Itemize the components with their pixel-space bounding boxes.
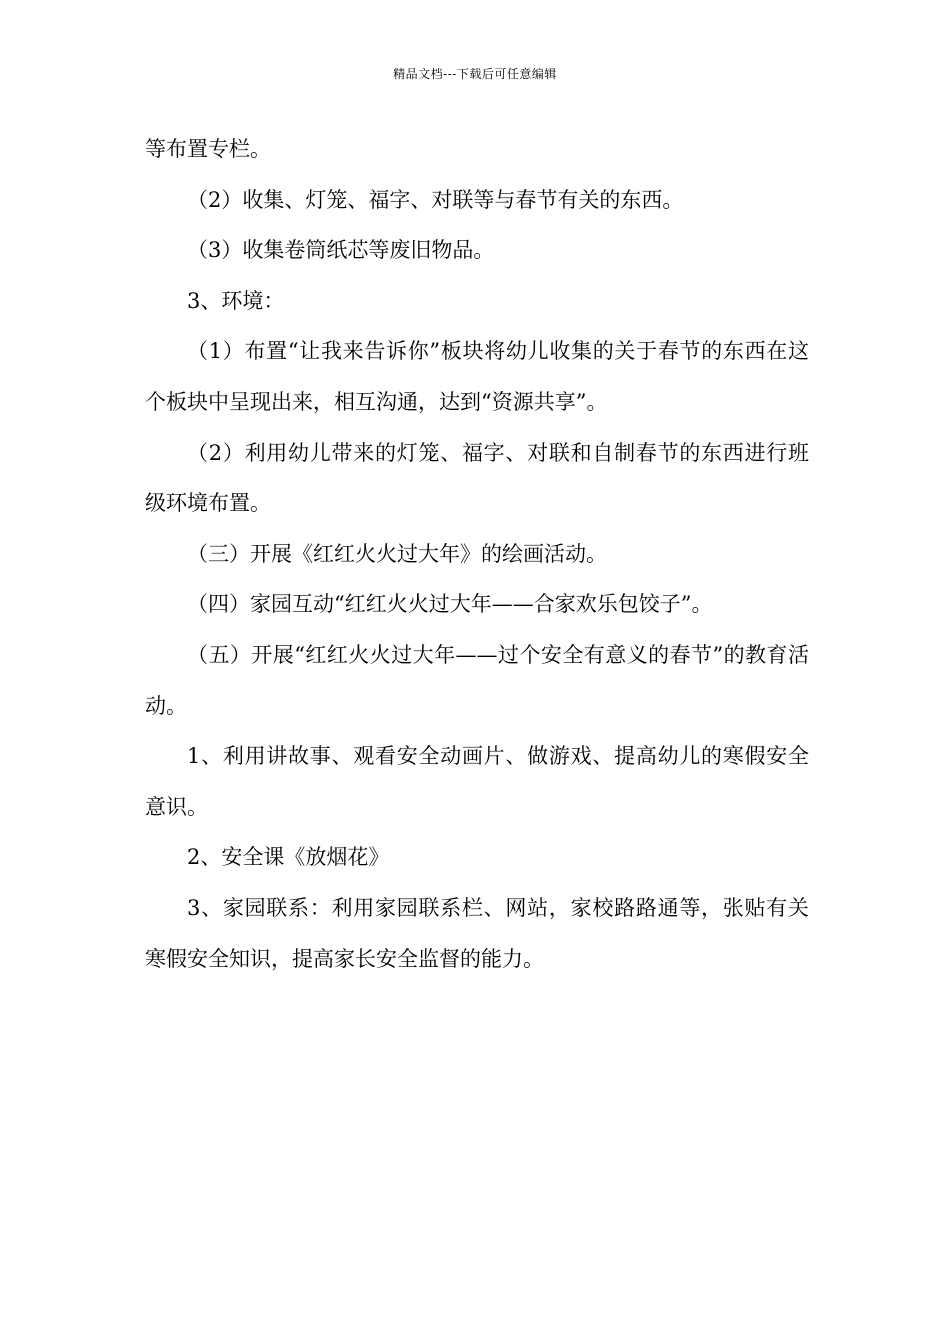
- paragraph-3: （3）收集卷筒纸芯等废旧物品。: [187, 238, 495, 263]
- paragraph-10: 1、利用讲故事、观看安全动画片、做游戏、提高幼儿的寒假安全意识。: [145, 744, 809, 819]
- paragraph-11: 2、安全课《放烟花》: [187, 845, 390, 870]
- paragraph-9: （五）开展“红红火火过大年——过个安全有意义的春节”的教育活动。: [145, 642, 809, 718]
- paragraph-8: （四）家园互动“红红火火过大年——合家欢乐包饺子”。: [187, 592, 713, 617]
- paragraph-7: （三）开展《红红火火过大年》的绘画活动。: [187, 541, 607, 566]
- paragraph-12: 3、家园联系：利用家园联系栏、网站，家校路路通等，张贴有关寒假安全知识，提高家长安全监督的能力。: [145, 895, 809, 971]
- document-body: [145, 124, 809, 984]
- paragraph-6: （2）利用幼儿带来的灯笼、福字、对联和自制春节的东西进行班级环境布置。: [145, 440, 809, 516]
- page-header: 精品文档---下载后可任意编辑: [393, 67, 557, 81]
- paragraph-4: 3、环境：: [187, 288, 285, 313]
- paragraph-1: 等布置专栏。: [145, 137, 271, 161]
- paragraph-2: （2）收集、灯笼、福字、对联等与春节有关的东西。: [187, 187, 684, 212]
- paragraph-5: （1）布置“让我来告诉你”板块将幼儿收集的关于春节的东西在这个板块中呈现出来，相互沟通，达到“资源共享”。: [145, 339, 809, 414]
